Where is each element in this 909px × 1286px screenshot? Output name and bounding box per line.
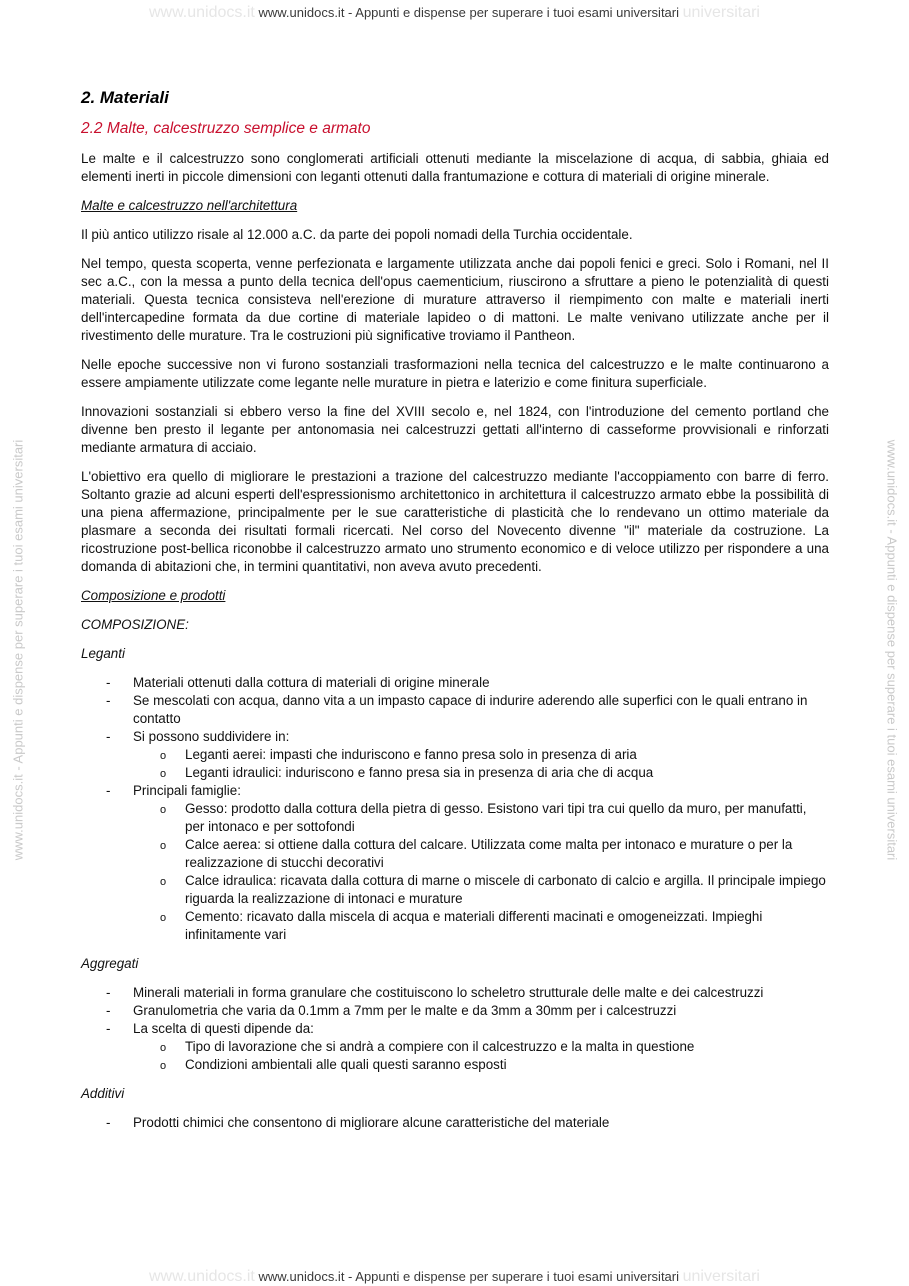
dash-marker: -	[106, 1115, 111, 1130]
list-item-text: La scelta di questi dipende da:	[133, 1021, 314, 1036]
list-item	[81, 692, 829, 728]
page-header	[0, 4, 909, 22]
circle-bullet-icon: o	[160, 840, 167, 852]
header-ghost-right: universitari	[682, 4, 760, 21]
sublist-item-text: Leganti aerei: impasti che induriscono e fanno presa solo in presenza di aria	[185, 747, 637, 762]
list-item-text: Si possono suddividere in:	[133, 729, 290, 744]
composition-heading: Composizione e prodotti	[81, 588, 226, 603]
composition-label: COMPOSIZIONE:	[81, 617, 189, 632]
circle-bullet-icon: o	[160, 750, 167, 762]
page-footer	[0, 1268, 909, 1286]
sublist-item	[133, 872, 829, 908]
sublist-item-text: Calce aerea: si ottiene dalla cottura del calcare. Utilizzata come malta per intonaco e murature o per la realizzazione di stucchi decorativi	[185, 837, 793, 870]
list-item	[81, 1114, 829, 1132]
dash-marker: -	[106, 783, 111, 798]
circle-bullet-icon: o	[160, 1060, 167, 1072]
sublist-item	[133, 908, 829, 944]
list-item	[81, 782, 829, 944]
circle-bullet-icon: o	[160, 876, 167, 888]
history-paragraph-2: Nel tempo, questa scoperta, venne perfezionata e largamente utilizzata anche dai popoli fenici e greci. Solo i Romani, nel II sec a.C., con la messa a punto della tecnica dell'opus caementicium, riuscirono a sfruttare a pieno le potenzialità di questi materiali. Questa tecnica consisteva nell'erezione di murature attraverso il riempimento con malte e materiali inerti dell'intercapedine formata da due cortine di materiale lapideo o di mattoni. Le malte venivano utilizzate anche per il rivestimento delle murature. Tra le costruzioni più significative troviamo il Pantheon.	[81, 256, 829, 343]
sublist	[133, 800, 829, 944]
dash-marker: -	[106, 1003, 111, 1018]
list-item	[81, 984, 829, 1002]
header-text[interactable]: www.unidocs.it - Appunti e dispense per superare i tuoi esami universitari	[258, 5, 679, 20]
history-paragraph-1: Il più antico utilizzo risale al 12.000 a.C. da parte dei popoli nomadi della Turchia occidentale.	[81, 227, 633, 242]
list-item	[81, 1020, 829, 1074]
circle-bullet-icon: o	[160, 768, 167, 780]
additivi-label: Additivi	[81, 1086, 125, 1101]
sublist-item-text: Tipo di lavorazione che si andrà a compiere con il calcestruzzo e la malta in questione	[185, 1039, 695, 1054]
section-title: 2.2 Malte, calcestruzzo semplice e armato	[81, 120, 371, 137]
history-paragraph-4: Innovazioni sostanziali si ebbero verso la fine del XVIII secolo e, nel 1824, con l'introduzione del cemento portland che divenne ben presto il legante per antonomasia nei calcestruzzi gettati all'interno di casseforme provvisionali e rinforzati mediante armatura di acciaio.	[81, 404, 829, 455]
list-item-text: Granulometria che varia da 0.1mm a 7mm per le malte e da 3mm a 30mm per i calcestruzzi	[133, 1003, 677, 1018]
list-item-text: Se mescolati con acqua, danno vita a un impasto capace di indurire aderendo alle superfici con le quali entrano in contatto	[133, 693, 808, 726]
list-item-text: Minerali materiali in forma granulare che costituiscono lo scheletro strutturale delle malte e dei calcestruzzi	[133, 985, 764, 1000]
header-ghost-left: www.unidocs.it	[149, 4, 255, 21]
sublist-item	[133, 836, 829, 872]
right-side-watermark: www.unidocs.it - Appunti e dispense per superare i tuoi esami universitari	[884, 439, 900, 861]
dash-marker: -	[106, 693, 111, 708]
circle-bullet-icon: o	[160, 1042, 167, 1054]
list-item	[81, 674, 829, 692]
list-item-text: Prodotti chimici che consentono di migliorare alcune caratteristiche del materiale	[133, 1115, 610, 1130]
list-item	[81, 728, 829, 782]
sublist	[133, 1038, 829, 1074]
dash-marker: -	[106, 1021, 111, 1036]
sublist-item	[133, 1038, 829, 1056]
left-side-watermark: www.unidocs.it - Appunti e dispense per superare i tuoi esami universitari	[10, 439, 26, 861]
dash-marker: -	[106, 729, 111, 744]
footer-text[interactable]: www.unidocs.it - Appunti e dispense per superare i tuoi esami universitari	[258, 1269, 679, 1284]
footer-ghost-right: universitari	[682, 1268, 760, 1285]
dash-marker: -	[106, 675, 111, 690]
list-item	[81, 1002, 829, 1020]
aggregati-list	[81, 984, 829, 1074]
document-body	[81, 88, 829, 1143]
intro-paragraph: Le malte e il calcestruzzo sono conglomerati artificiali ottenuti mediante la miscelazione di acqua, di sabbia, ghiaia ed elementi inerti in piccole dimensioni con leganti ottenuti dalla frantumazione e cottura di materiali di origine minerale.	[81, 151, 829, 184]
leganti-label: Leganti	[81, 646, 125, 661]
history-paragraph-3: Nelle epoche successive non vi furono sostanziali trasformazioni nella tecnica del calcestruzzo e le malte continuarono a essere ampiamente utilizzate come legante nelle murature in pietra e laterizio e come finitura superficiale.	[81, 357, 829, 390]
list-item-text: Materiali ottenuti dalla cottura di materiali di origine minerale	[133, 675, 490, 690]
sublist-item	[133, 800, 829, 836]
sublist-item	[133, 746, 829, 764]
history-heading: Malte e calcestruzzo nell'architettura	[81, 198, 298, 213]
list-item-text: Principali famiglie:	[133, 783, 241, 798]
sublist-item	[133, 1056, 829, 1074]
history-paragraph-5: L'obiettivo era quello di migliorare le prestazioni a trazione del calcestruzzo mediante l'accoppiamento con barre di ferro. Soltanto grazie ad alcuni esperti dell'espressionismo architettonico in architettura il calcestruzzo armato ebbe la possibilità di una piena affermazione, principalmente per le sue caratteristiche di plasticità che lo rendevano un ottimo materiale da plasmare a seconda dei risultati formali ricercati. Nel corso del Novecento divenne "il" materiale da costruzione. La ricostruzione post-bellica riconobbe il calcestruzzo armato uno strumento economico e di veloce utilizzo per rispondere a una domanda di abitazioni che, in termini quantitativi, non aveva avuto precedenti.	[81, 469, 829, 574]
dash-marker: -	[106, 985, 111, 1000]
circle-bullet-icon: o	[160, 912, 167, 924]
sublist-item-text: Cemento: ricavato dalla miscela di acqua e materiali differenti macinati e omogeneizzati. Impieghi infinitamente vari	[185, 909, 763, 942]
sublist-item-text: Gesso: prodotto dalla cottura della pietra di gesso. Esistono vari tipi tra cui quello da muro, per manufatti, per intonaco e per sottofondi	[185, 801, 807, 834]
circle-bullet-icon: o	[160, 804, 167, 816]
additivi-list	[81, 1114, 829, 1132]
leganti-list	[81, 674, 829, 944]
sublist-item-text: Condizioni ambientali alle quali questi saranno esposti	[185, 1057, 507, 1072]
footer-ghost-left: www.unidocs.it	[149, 1268, 255, 1285]
sublist	[133, 746, 829, 782]
sublist-item	[133, 764, 829, 782]
aggregati-label: Aggregati	[81, 956, 139, 971]
chapter-title: 2. Materiali	[81, 88, 169, 107]
sublist-item-text: Leganti idraulici: induriscono e fanno presa sia in presenza di aria che di acqua	[185, 765, 654, 780]
sublist-item-text: Calce idraulica: ricavata dalla cottura di marne o miscele di carbonato di calcio e argilla. Il principale impiego riguarda la realizzazione di intonaci e murature	[185, 873, 826, 906]
